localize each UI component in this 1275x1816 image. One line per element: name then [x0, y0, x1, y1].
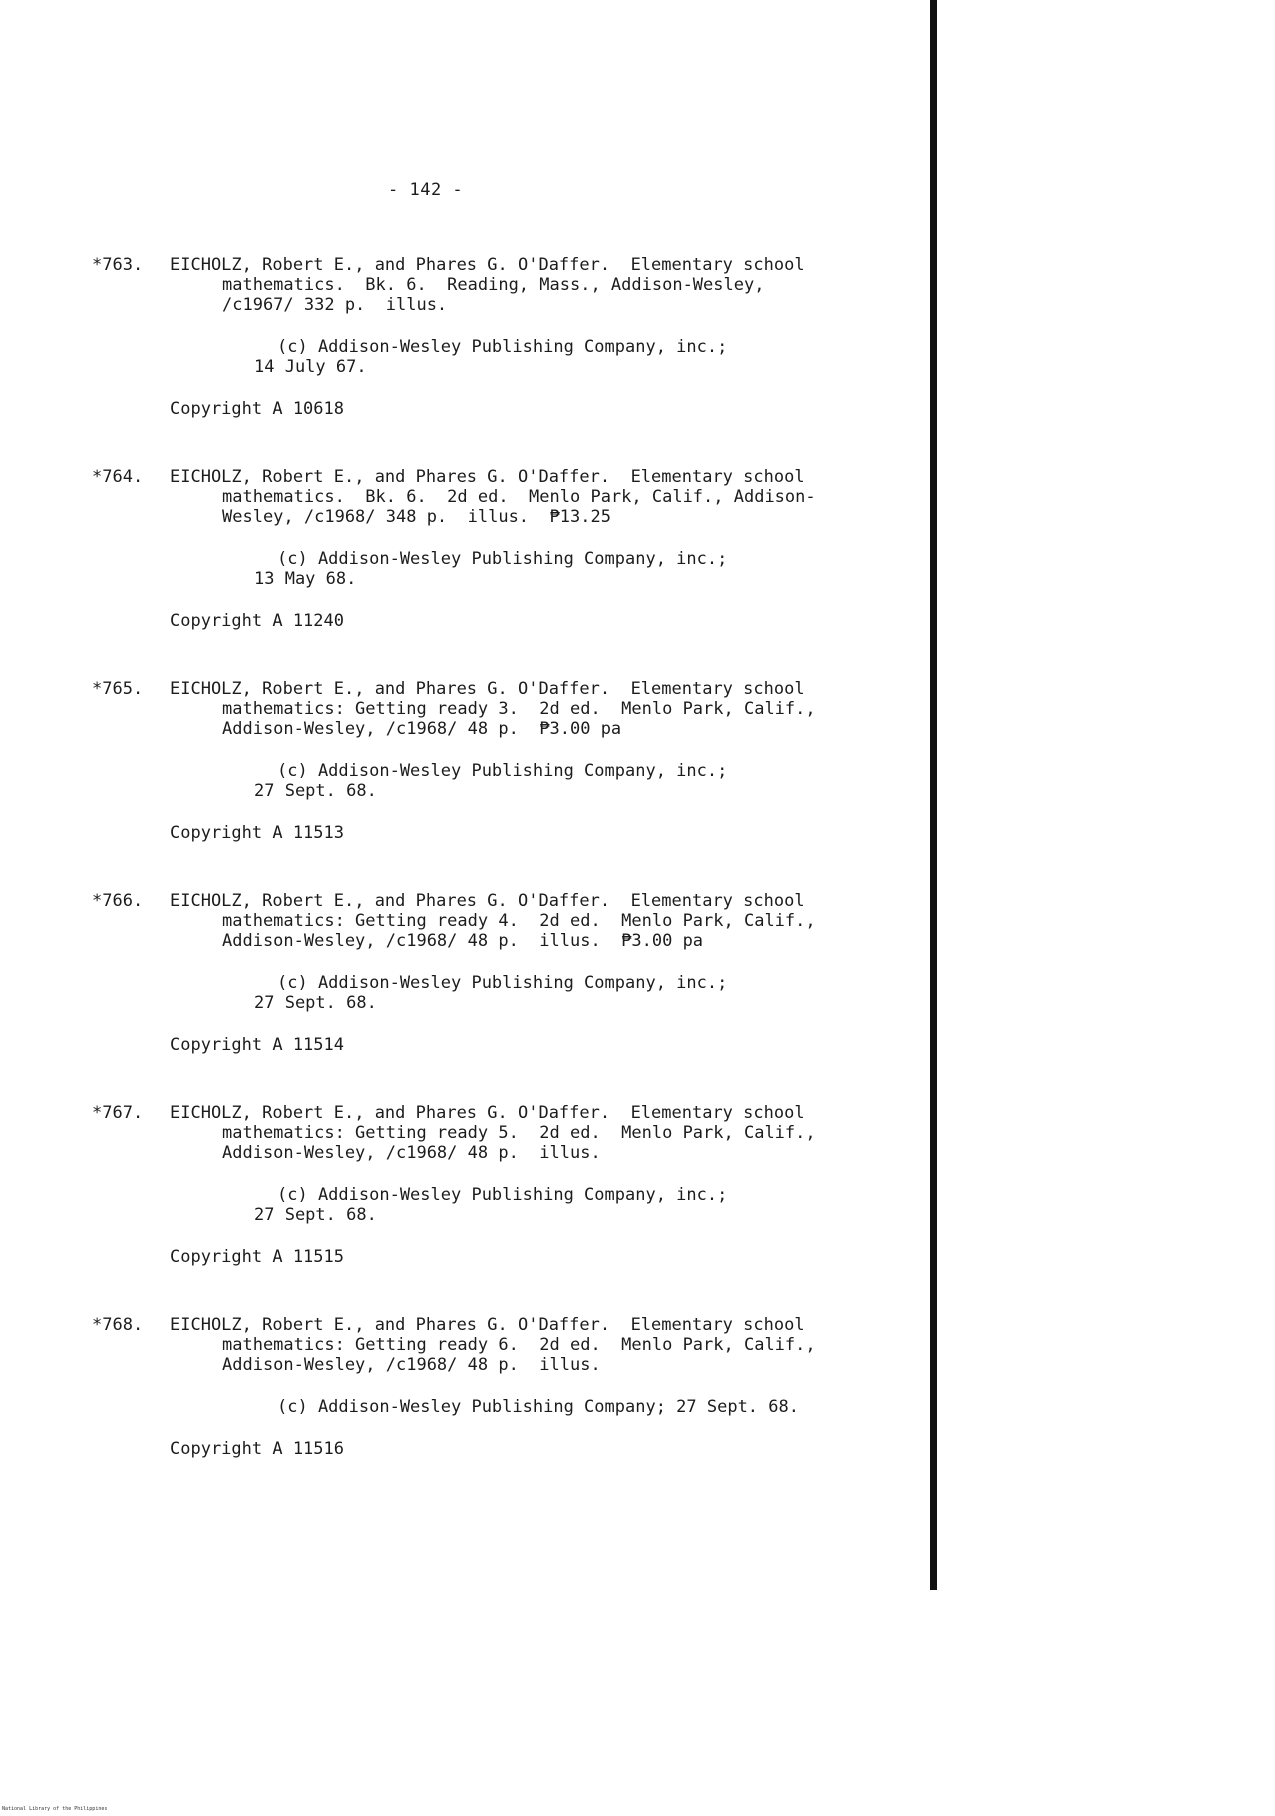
- entry-line: mathematics. Bk. 6. 2d ed. Menlo Park, Calif., Addison-: [222, 487, 816, 507]
- catalog-entry-763: [92, 255, 912, 419]
- entry-first-line: [92, 1103, 912, 1123]
- entry-heading: EICHOLZ, Robert E., and Phares G. O'Daffer. Elementary school: [170, 679, 805, 699]
- entry-date: 13 May 68.: [254, 569, 357, 589]
- entry-heading: EICHOLZ, Robert E., and Phares G. O'Daffer. Elementary school: [170, 891, 805, 911]
- entry-number: *763.: [92, 255, 144, 275]
- entry-first-line: [92, 1315, 912, 1335]
- entry-line: mathematics. Bk. 6. Reading, Mass., Addison-Wesley,: [222, 275, 765, 295]
- catalog-entry-768: [92, 1315, 912, 1459]
- entry-copyright: Copyright A 11516: [170, 1439, 344, 1459]
- entry-first-line: [92, 467, 912, 487]
- entry-line: Addison-Wesley, /c1968/ 48 p. illus.: [222, 1143, 601, 1163]
- entry-owner: (c) Addison-Wesley Publishing Company, inc.;: [277, 1185, 728, 1205]
- entry-owner: (c) Addison-Wesley Publishing Company, inc.;: [277, 549, 728, 569]
- entry-line: Addison-Wesley, /c1968/ 48 p. ₱3.00 pa: [222, 719, 622, 739]
- entry-date: 27 Sept. 68.: [254, 781, 377, 801]
- entry-owner: (c) Addison-Wesley Publishing Company, inc.;: [277, 973, 728, 993]
- entry-copyright: Copyright A 11514: [170, 1035, 344, 1055]
- catalog-entry-766: [92, 891, 912, 1055]
- page-edge-shadow: [930, 0, 937, 1590]
- catalog-entry-767: [92, 1103, 912, 1267]
- entry-date: 14 July 67.: [254, 357, 367, 377]
- entry-copyright: Copyright A 11240: [170, 611, 344, 631]
- entry-line: mathematics: Getting ready 3. 2d ed. Menlo Park, Calif.,: [222, 699, 816, 719]
- entry-copyright: Copyright A 11513: [170, 823, 344, 843]
- entry-heading: EICHOLZ, Robert E., and Phares G. O'Daffer. Elementary school: [170, 467, 805, 487]
- entry-heading: EICHOLZ, Robert E., and Phares G. O'Daffer. Elementary school: [170, 1103, 805, 1123]
- entry-date: 27 Sept. 68.: [254, 993, 377, 1013]
- entry-line: /c1967/ 332 p. illus.: [222, 295, 448, 315]
- entry-line: Addison-Wesley, /c1968/ 48 p. illus.: [222, 1355, 601, 1375]
- entry-copyright: Copyright A 10618: [170, 399, 344, 419]
- entry-number: *768.: [92, 1315, 144, 1335]
- scan-footer-text: National Library of the Philippines: [2, 1806, 108, 1812]
- entry-first-line: [92, 891, 912, 911]
- entry-owner: (c) Addison-Wesley Publishing Company, inc.;: [277, 761, 728, 781]
- entry-line: Wesley, /c1968/ 348 p. illus. ₱13.25: [222, 507, 611, 527]
- entry-line: mathematics: Getting ready 4. 2d ed. Menlo Park, Calif.,: [222, 911, 816, 931]
- entry-owner: (c) Addison-Wesley Publishing Company, inc.;: [277, 337, 728, 357]
- entry-line: mathematics: Getting ready 6. 2d ed. Menlo Park, Calif.,: [222, 1335, 816, 1355]
- entry-number: *766.: [92, 891, 144, 911]
- entry-copyright: Copyright A 11515: [170, 1247, 344, 1267]
- entry-number: *767.: [92, 1103, 144, 1123]
- entry-line: Addison-Wesley, /c1968/ 48 p. illus. ₱3.00 pa: [222, 931, 704, 951]
- entry-heading: EICHOLZ, Robert E., and Phares G. O'Daffer. Elementary school: [170, 1315, 805, 1335]
- catalog-entry-765: [92, 679, 912, 843]
- entry-owner: (c) Addison-Wesley Publishing Company; 27 Sept. 68.: [277, 1397, 799, 1417]
- entry-number: *764.: [92, 467, 144, 487]
- page-number: - 142 -: [388, 180, 464, 200]
- entry-first-line: [92, 255, 912, 275]
- entry-first-line: [92, 679, 912, 699]
- entry-heading: EICHOLZ, Robert E., and Phares G. O'Daffer. Elementary school: [170, 255, 805, 275]
- entry-number: *765.: [92, 679, 144, 699]
- entry-line: mathematics: Getting ready 5. 2d ed. Menlo Park, Calif.,: [222, 1123, 816, 1143]
- catalog-entry-764: [92, 467, 912, 631]
- entry-date: 27 Sept. 68.: [254, 1205, 377, 1225]
